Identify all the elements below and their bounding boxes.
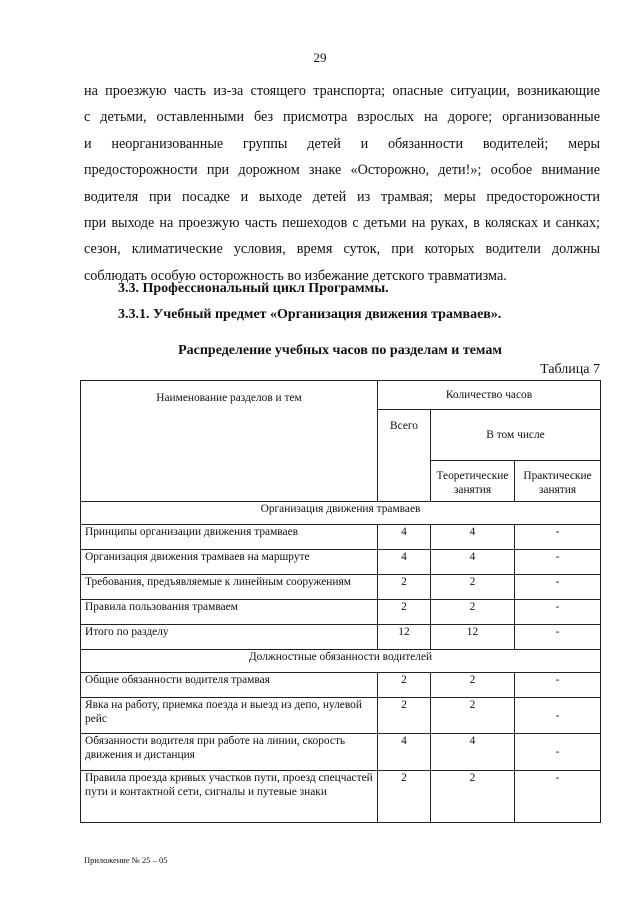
total-hours: 4 [378, 734, 431, 771]
practice-hours: - [515, 600, 601, 625]
section-total-label: Итого по разделу [81, 625, 378, 650]
total-hours: 2 [378, 771, 431, 823]
table-label: Таблица 7 [540, 362, 600, 377]
theory-hours: 4 [431, 550, 515, 575]
theory-hours: 2 [431, 673, 515, 698]
practice-hours: - [515, 525, 601, 550]
header-practice: Практические занятия [515, 461, 601, 502]
header-including: В том числе [431, 410, 601, 461]
paragraph-line: с детьми, оставленными без присмотра взрослых на дороге; организованные [84, 109, 600, 126]
section-heading: 3.3. Профессиональный цикл Программы. [118, 281, 389, 296]
theory-hours: 4 [431, 734, 515, 771]
page-number: 29 [313, 50, 327, 65]
topic-name: Правила пользования трамваем [81, 600, 378, 625]
theory-hours: 12 [431, 625, 515, 650]
section-title: Должностные обязанности водителей [81, 650, 601, 673]
practice-hours: - [515, 575, 601, 600]
total-hours: 2 [378, 673, 431, 698]
theory-hours: 2 [431, 600, 515, 625]
total-hours: 2 [378, 600, 431, 625]
total-hours: 4 [378, 525, 431, 550]
practice-hours: - [515, 734, 601, 771]
paragraph-line: соблюдать особую осторожность во избежание детского травматизма. [84, 267, 507, 284]
practice-hours: - [515, 673, 601, 698]
topic-name: Требования, предъявляемые к линейным сооружениям [81, 575, 378, 600]
practice-hours: - [515, 625, 601, 650]
body-paragraph [84, 78, 600, 289]
theory-hours: 2 [431, 575, 515, 600]
header-theory: Теоретические занятия [431, 461, 515, 502]
header-name: Наименование разделов и тем [81, 381, 378, 502]
header-total: Всего [378, 410, 431, 502]
theory-hours: 4 [431, 525, 515, 550]
total-hours: 12 [378, 625, 431, 650]
topic-name: Явка на работу, приемка поезда и выезд из депо, нулевой рейс [81, 698, 378, 734]
section-title: Организация движения трамваев [81, 502, 601, 525]
table-title: Распределение учебных часов по разделам и темам [178, 343, 502, 358]
topic-name: Организация движения трамваев на маршруте [81, 550, 378, 575]
paragraph-line: и неорганизованные группы детей и обязанности водителей; меры [84, 135, 600, 152]
paragraph-line: предосторожности при дорожном знаке «Осторожно, дети!»; особое внимание [84, 162, 600, 179]
topic-name: Обязанности водителя при работе на линии, скорость движения и дистанция [81, 734, 378, 771]
paragraph-line: при выходе на проезжую часть пешеходов с детьми на руках, в колясках и санках; [84, 215, 600, 232]
paragraph-line: водителя при посадке и выходе детей из трамвая; меры предосторожности [84, 188, 600, 205]
paragraph-line: сезон, климатические условия, время суток, при которых водители должны [84, 241, 600, 258]
topic-name: Общие обязанности водителя трамвая [81, 673, 378, 698]
header-quantity: Количество часов [378, 381, 601, 410]
theory-hours: 2 [431, 698, 515, 734]
practice-hours: - [515, 771, 601, 823]
practice-hours: - [515, 550, 601, 575]
subsection-heading: 3.3.1. Учебный предмет «Организация движения трамваев». [118, 307, 502, 322]
topic-name: Правила проезда кривых участков пути, проезд спецчастей пути и контактной сети, сигналы и путевые знаки [81, 771, 378, 823]
practice-hours: - [515, 698, 601, 734]
total-hours: 4 [378, 550, 431, 575]
total-hours: 2 [378, 575, 431, 600]
theory-hours: 2 [431, 771, 515, 823]
footer-note: Приложение № 25 – 05 [84, 855, 168, 865]
total-hours: 2 [378, 698, 431, 734]
topic-name: Принципы организации движения трамваев [81, 525, 378, 550]
hours-table [80, 380, 601, 823]
paragraph-line: на проезжую часть из-за стоящего транспорта; опасные ситуации, возникающие [84, 83, 600, 99]
